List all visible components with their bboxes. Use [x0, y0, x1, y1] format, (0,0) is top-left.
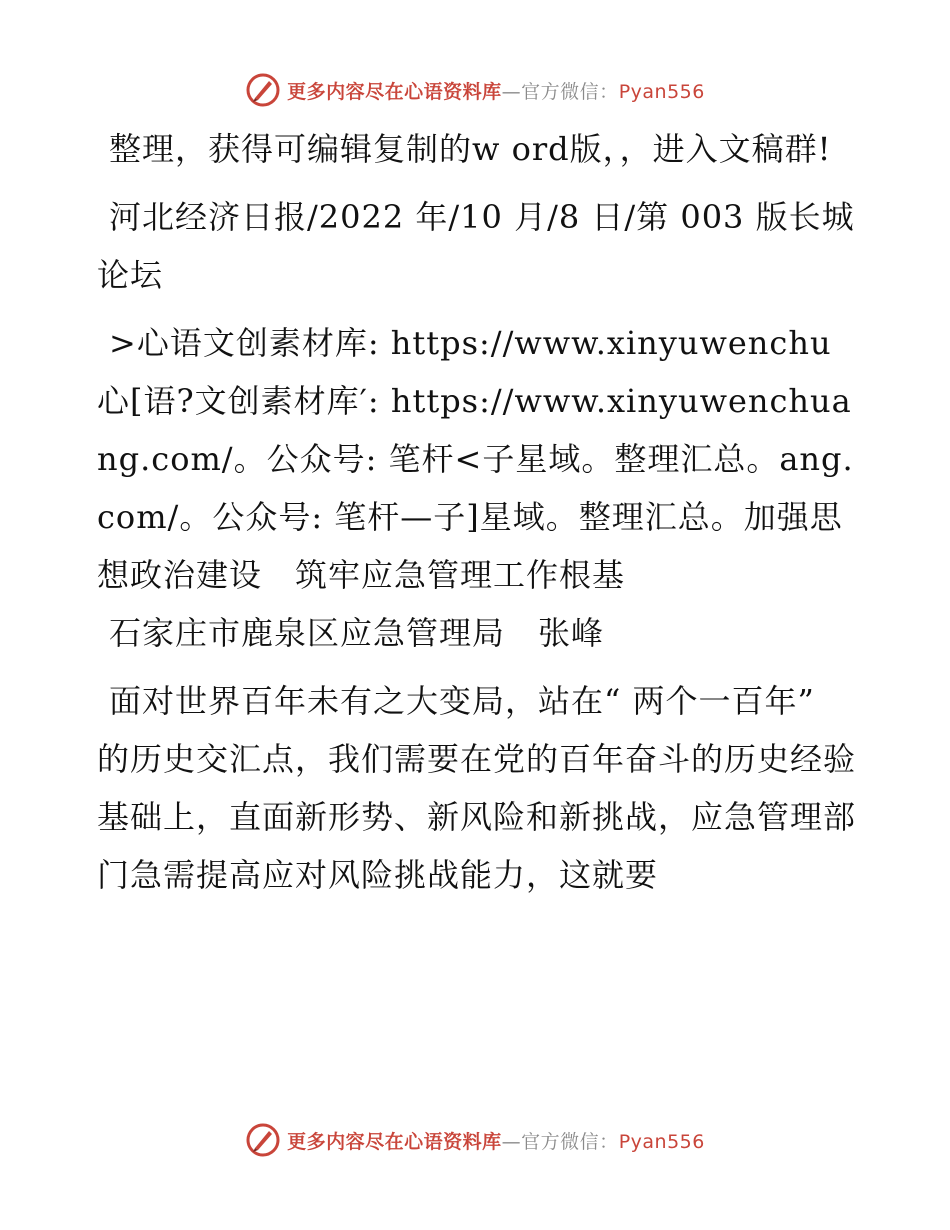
quill-logo-icon	[245, 72, 281, 108]
footer-banner-text	[287, 1127, 705, 1154]
paragraph-source: 河北经济日报/2022 年/10 月/8 日/第 003 版长城论坛	[97, 198, 855, 294]
paragraph-intro: 整理，获得可编辑复制的w ord版，，进入文稿群!	[109, 130, 832, 168]
header-banner-dash: —	[501, 80, 522, 103]
paragraph-body: 面对世界百年未有之大变局，站在“ 两个一百年” 的历史交汇点，我们需要在党的百年奋斗的历史经验基础上，直面新形势、新风险和新挑战，应急管理部门急需提高应对风险挑战能力，这就要	[97, 682, 857, 894]
footer-banner-dash: —	[501, 1130, 522, 1153]
paragraph-links-title: >心语文创素材库: https://www.xinyuwenchu心[语?文创素材库′: https://www.xinyuwenchuang.com/。公众号: 笔杆<子星域。整理汇总。ang.com/。公众号: 笔杆—子]星域。整理汇总。加强思想政治建设 筑牢应急管理工作根基	[97, 324, 854, 594]
footer-banner-main: 更多内容尽在心语资料库	[287, 1130, 502, 1153]
header-banner-wechat: 官方微信：	[521, 80, 619, 103]
paragraph-author: 石家庄市鹿泉区应急管理局 张峰	[109, 614, 605, 652]
document-body	[97, 120, 857, 914]
header-banner	[0, 70, 950, 110]
footer-banner-id: Pyan556	[618, 1130, 705, 1153]
header-banner-main: 更多内容尽在心语资料库	[287, 80, 502, 103]
quill-logo-icon	[245, 1122, 281, 1158]
footer-banner-wechat: 官方微信：	[521, 1130, 619, 1153]
header-banner-id: Pyan556	[618, 80, 705, 103]
footer-banner	[0, 1120, 950, 1160]
header-banner-text	[287, 77, 705, 104]
